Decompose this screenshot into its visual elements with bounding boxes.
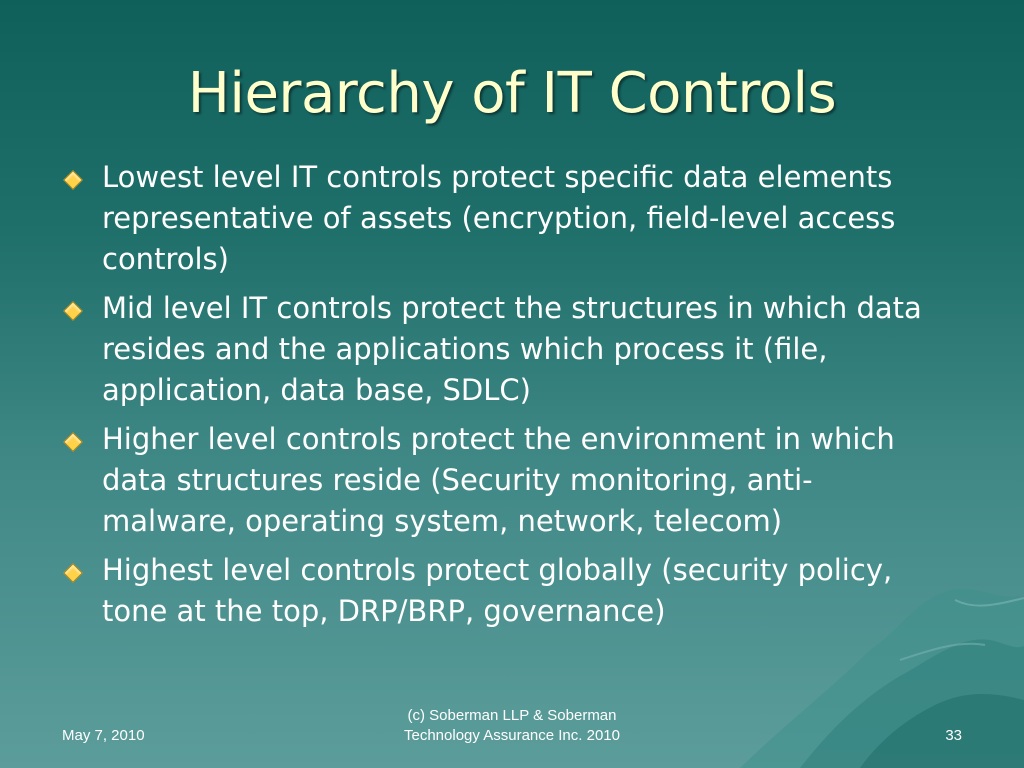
bullet-item bbox=[62, 419, 942, 542]
footer-date: May 7, 2010 bbox=[62, 727, 145, 744]
bullet-item bbox=[62, 288, 942, 411]
footer-copyright bbox=[362, 706, 662, 746]
slide-title: Hierarchy of IT Controls bbox=[187, 61, 837, 126]
diamond-bullet-icon bbox=[63, 170, 83, 190]
diamond-bullet-icon bbox=[63, 563, 83, 583]
bullet-item bbox=[62, 157, 942, 280]
bullet-text: Lowest level IT controls protect specific data elements representative of assets (encryption, field-level access controls) bbox=[102, 160, 896, 276]
bullet-text: Highest level controls protect globally (security policy, tone at the top, DRP/BRP, governance) bbox=[102, 553, 893, 628]
bullet-item bbox=[62, 550, 942, 632]
bullet-text: Higher level controls protect the environment in which data structures reside (Security monitoring, anti-malware, operating system, network, telecom) bbox=[102, 422, 895, 538]
diamond-bullet-icon bbox=[63, 301, 83, 321]
footer-copyright-line: Technology Assurance Inc. 2010 bbox=[404, 727, 620, 744]
footer-copyright-line: (c) Soberman LLP & Soberman bbox=[407, 707, 617, 724]
bullet-text: Mid level IT controls protect the structures in which data resides and the applications which process it (file, application, data base, SDLC) bbox=[102, 291, 922, 407]
diamond-bullet-icon bbox=[63, 432, 83, 452]
bullet-list bbox=[62, 157, 942, 640]
footer-page-number: 33 bbox=[945, 727, 962, 744]
